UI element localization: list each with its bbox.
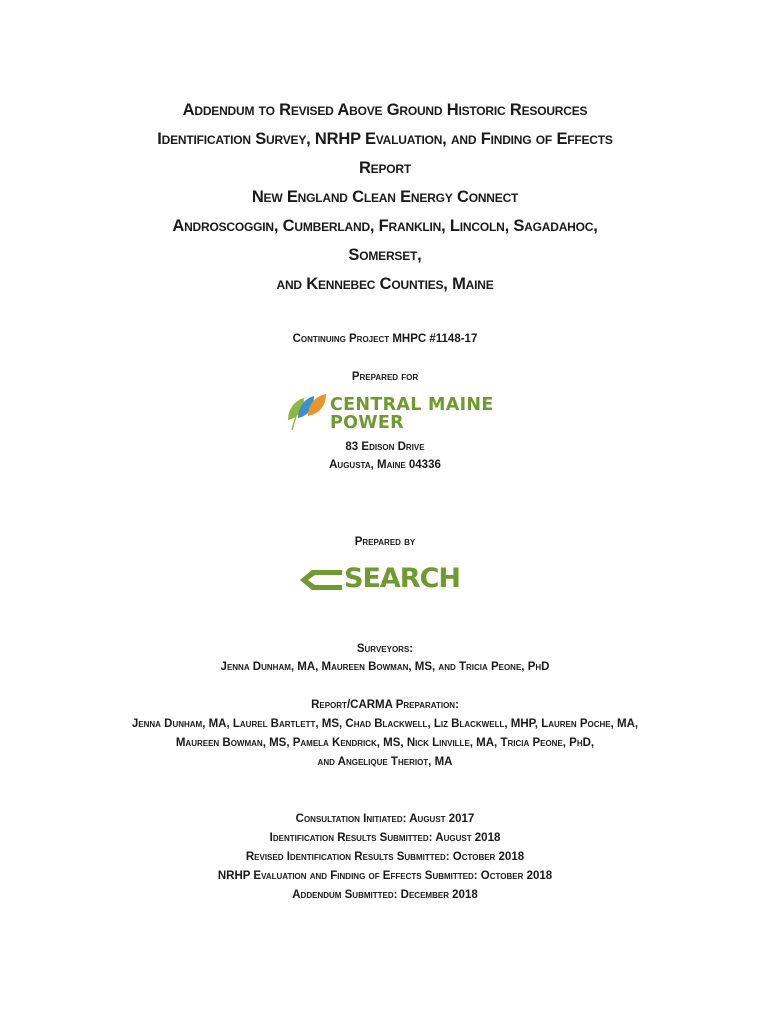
title-line-3: Report bbox=[358, 159, 412, 177]
title-line-2: Identification Survey, NRHP Evaluation, and Finding of Effects bbox=[157, 130, 613, 148]
report-prep-line-3: and Angelique Theriot, MA bbox=[317, 756, 453, 768]
cmp-logo-line-2: POWER bbox=[330, 413, 404, 433]
address-line-1: 83 Edison Drive bbox=[345, 441, 425, 453]
search-logo-text: SEARCH bbox=[344, 563, 460, 594]
prepared-for-label: Prepared for bbox=[351, 371, 419, 383]
central-maine-power-logo bbox=[286, 390, 494, 434]
cmp-logo-text bbox=[330, 396, 494, 432]
title-line-1: Addendum to Revised Above Ground Historic Resources bbox=[182, 101, 588, 119]
title-line-4: New England Clean Energy Connect bbox=[251, 188, 519, 206]
report-prep-label: Report/CARMA Preparation: bbox=[311, 699, 459, 711]
chevron-logo-icon bbox=[298, 568, 342, 592]
title-line-7: and Kennebec Counties, Maine bbox=[276, 275, 494, 293]
cmp-logo-line-1: CENTRAL MAINE bbox=[330, 395, 494, 415]
date-nrhp: NRHP Evaluation and Finding of Effects Submitted: October 2018 bbox=[217, 870, 553, 882]
date-revised: Revised Identification Results Submitted: October 2018 bbox=[245, 851, 525, 863]
title-line-6: Somerset, bbox=[348, 246, 422, 264]
prepared-by-label: Prepared by bbox=[354, 536, 416, 548]
date-identification: Identification Results Submitted: August 2018 bbox=[269, 832, 501, 844]
report-prep-line-1: Jenna Dunham, MA, Laurel Bartlett, MS, Chad Blackwell, Liz Blackwell, MHP, Lauren Poche, MA, bbox=[131, 718, 639, 730]
date-consultation: Consultation Initiated: August 2017 bbox=[295, 813, 475, 825]
surveyors-names: Jenna Dunham, MA, Maureen Bowman, MS, and Tricia Peone, PhD bbox=[220, 661, 550, 673]
date-addendum: Addendum Submitted: December 2018 bbox=[292, 889, 478, 901]
address-line-2: Augusta, Maine 04336 bbox=[329, 459, 441, 471]
report-prep-line-2: Maureen Bowman, MS, Pamela Kendrick, MS, Nick Linville, MA, Tricia Peone, PhD, bbox=[175, 737, 595, 749]
report-title bbox=[40, 96, 730, 299]
project-number: Continuing Project MHPC #1148-17 bbox=[292, 333, 478, 345]
surveyors-label: Surveyors: bbox=[356, 643, 414, 655]
title-line-5: Androscoggin, Cumberland, Franklin, Lincoln, Sagadahoc, bbox=[172, 217, 598, 235]
leaf-logo-icon bbox=[286, 390, 328, 434]
search-logo bbox=[298, 560, 474, 600]
